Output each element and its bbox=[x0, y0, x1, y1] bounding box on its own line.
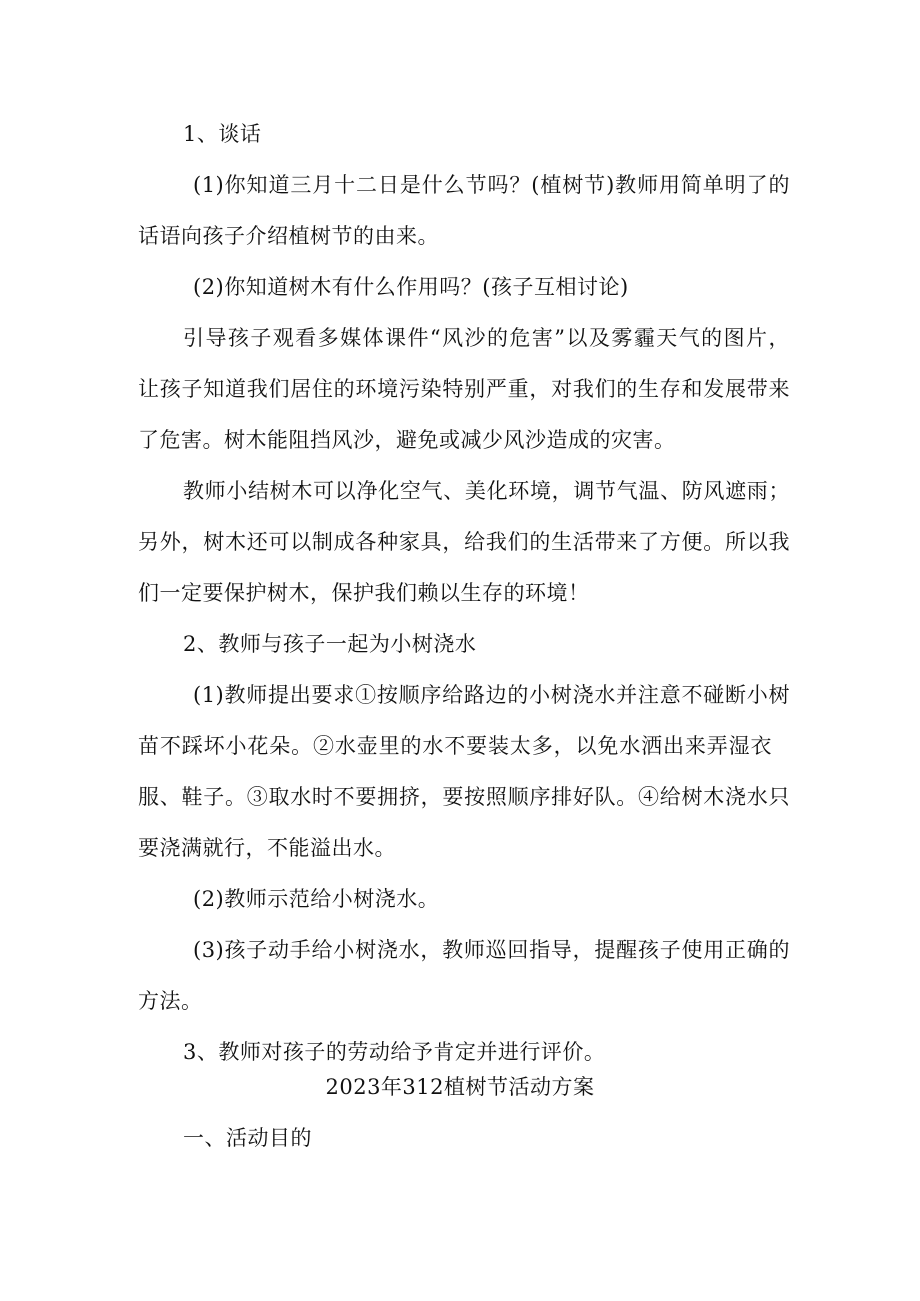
paragraph-line: 引导孩子观看多媒体课件“风沙的危害”以及雾霾天气的图片， bbox=[183, 326, 790, 350]
paragraph-line: 方法。 bbox=[138, 989, 203, 1013]
paragraph-line: 话语向孩子介绍植树节的由来。 bbox=[138, 224, 439, 248]
paragraph-line: (2)教师示范给小树浇水。 bbox=[193, 887, 440, 911]
paragraph-line: 要浇满就行，不能溢出水。 bbox=[138, 836, 396, 860]
paragraph-line: (3)孩子动手给小树浇水，教师巡回指导，提醒孩子使用正确的 bbox=[193, 938, 790, 962]
paragraph-line: 另外，树木还可以制成各种家具，给我们的生活带来了方便。所以我 bbox=[138, 530, 790, 554]
paragraph-line: 苗不踩坏小花朵。②水壶里的水不要装太多，以免水洒出来弄湿衣 bbox=[138, 734, 772, 758]
section-heading-evaluation: 3、教师对孩子的劳动给予肯定并进行评价。 bbox=[183, 1040, 606, 1064]
section-heading-purpose: 一、活动目的 bbox=[183, 1126, 312, 1150]
paragraph-line: 们一定要保护树木，保护我们赖以生存的环境！ bbox=[138, 581, 590, 605]
paragraph-line: (1)你知道三月十二日是什么节吗？(植树节)教师用简单明了的 bbox=[193, 173, 790, 197]
section-heading-watering: 2、教师与孩子一起为小树浇水 bbox=[183, 632, 477, 656]
paragraph-line: 服、鞋子。③取水时不要拥挤，要按照顺序排好队。④给树木浇水只 bbox=[138, 785, 790, 809]
paragraph-line: 了危害。树木能阻挡风沙，避免或减少风沙造成的灾害。 bbox=[138, 428, 676, 452]
paragraph-line: 教师小结树木可以净化空气、美化环境，调节气温、防风遮雨； bbox=[183, 479, 790, 503]
paragraph-line: (2)你知道树木有什么作用吗？(孩子互相讨论) bbox=[193, 275, 629, 299]
document-title: 2023年312植树节活动方案 bbox=[325, 1075, 595, 1099]
paragraph-line: 让孩子知道我们居住的环境污染特别严重，对我们的生存和发展带来 bbox=[138, 377, 790, 401]
paragraph-line: (1)教师提出要求①按顺序给路边的小树浇水并注意不碰断小树 bbox=[193, 683, 790, 707]
section-heading-talk: 1、谈话 bbox=[183, 122, 262, 146]
